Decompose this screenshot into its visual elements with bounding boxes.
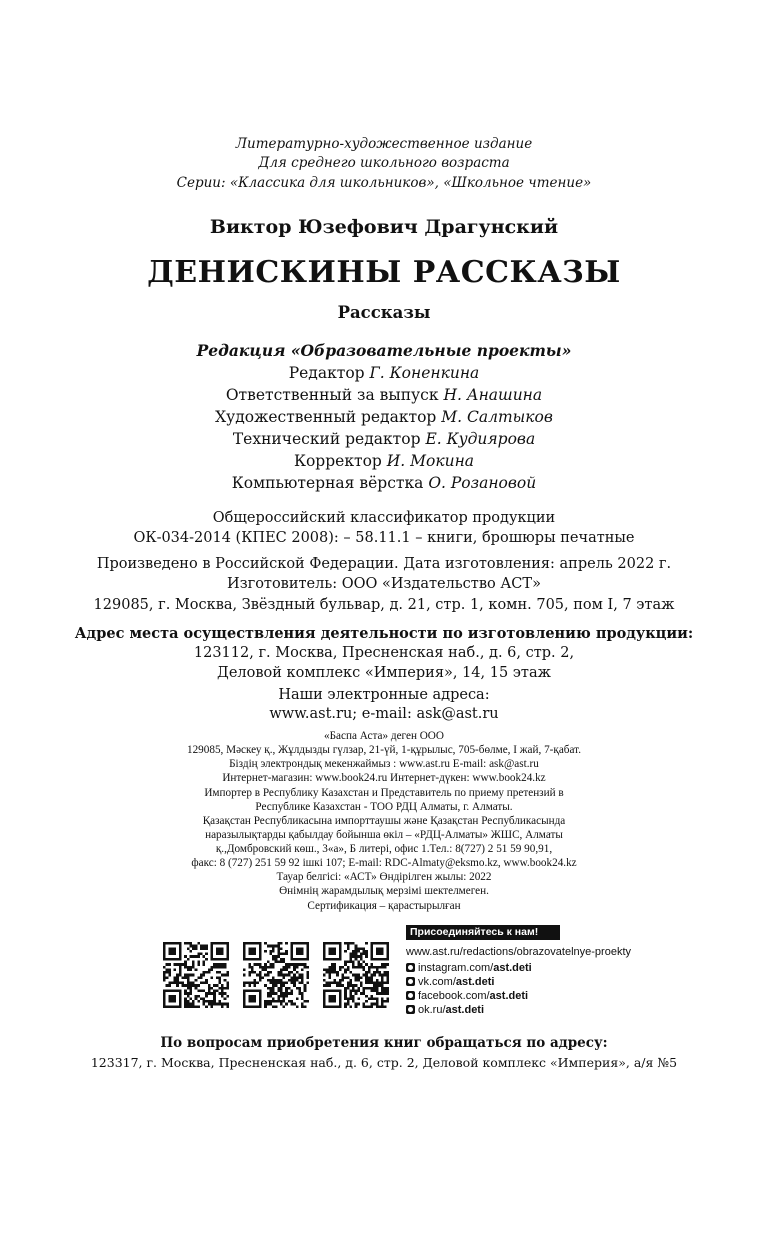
- staff-row: [0, 408, 768, 426]
- kz-line: «Баспа Аста» деген ООО: [324, 730, 444, 742]
- manufacturer: Изготовитель: ООО «Издательство АСТ»: [227, 576, 541, 592]
- instagram-icon: [406, 963, 415, 972]
- social-handle: ast.deti: [455, 976, 495, 988]
- social-link-vk[interactable]: [406, 976, 494, 988]
- book-title: ДЕНИСКИНЫ РАССКАЗЫ: [147, 255, 621, 290]
- social-prefix: instagram.com/: [418, 962, 494, 974]
- odnoklassniki-icon: [406, 1005, 415, 1014]
- staff-role: Редактор: [288, 364, 370, 382]
- age-group: Для среднего школьного возраста: [258, 155, 510, 171]
- staff-person: Н. Анашина: [443, 386, 543, 404]
- social-link-instagram[interactable]: [406, 962, 532, 974]
- staff-row: [0, 452, 768, 470]
- social-link-facebook[interactable]: [406, 990, 528, 1002]
- kz-line: Импортер в Республику Казахстан и Представитель по приему претензий в: [204, 787, 564, 799]
- social-prefix: vk.com/: [418, 976, 456, 988]
- join-us-banner: Присоединяйтесь к нам!: [406, 925, 560, 940]
- staff-person: Е. Кудиярова: [425, 430, 536, 448]
- kz-line: қ.,Домбровский көш., 3«а», Б литері, офис 1.Тел.: 8(727) 2 51 59 90,91,: [215, 843, 553, 855]
- series: Серии: «Классика для школьников», «Школьное чтение»: [176, 175, 592, 191]
- social-link-odnoklassniki[interactable]: [406, 1004, 484, 1016]
- staff-person: Г. Коненкина: [369, 364, 480, 382]
- social-prefix: facebook.com/: [418, 990, 490, 1002]
- staff-row: [0, 474, 768, 492]
- social-handle: ast.deti: [493, 962, 532, 974]
- production-site-heading: Адрес места осуществления деятельности по изготовлению продукции:: [74, 625, 694, 642]
- staff-role: Корректор: [293, 452, 387, 470]
- kz-line: факс: 8 (727) 251 59 92 ішкі 107; E-mail: RDC-Almaty@eksmo.kz, www.book24.kz: [191, 857, 577, 869]
- qr-code[interactable]: [243, 942, 309, 1008]
- electronic-heading: Наши электронные адреса:: [278, 687, 490, 703]
- vk-icon: [406, 977, 415, 986]
- production-site-line: 123112, г. Москва, Пресненская наб., д. 6, стр. 2,: [193, 645, 575, 661]
- qr-code[interactable]: [163, 942, 229, 1008]
- classifier-line: Общероссийский классификатор продукции: [212, 510, 556, 526]
- kz-line: Республике Казахстан - ТОО РДЦ Алматы, г. Алматы.: [255, 801, 513, 813]
- social-handle: ast.deti: [445, 1004, 485, 1016]
- kz-line: Сертификация – қарастырылған: [307, 900, 461, 912]
- classifier-code: ОК-034-2014 (КПЕС 2008): – 58.11.1 – книги, брошюры печатные: [133, 530, 635, 546]
- electronic-addresses: www.ast.ru; e-mail: ask@ast.ru: [269, 706, 499, 722]
- staff-role: Компьютерная вёрстка: [231, 474, 429, 492]
- qr-code-graphic: [243, 942, 309, 1008]
- kz-line: Қазақстан Республикасына импорттаушы және Қазақстан Республикасында: [202, 815, 566, 827]
- kz-line: наразылықтарды қабылдау бойынша өкіл – «РДЦ-Алматы» ЖШС, Алматы: [205, 829, 563, 841]
- purchase-heading: По вопросам приобретения книг обращаться по адресу:: [160, 1035, 608, 1051]
- kz-line: Өнімнің жарамдылық мерзімі шектелмеген.: [279, 885, 489, 897]
- social-handle: ast.deti: [489, 990, 529, 1002]
- edition-type: Литературно-художественное издание: [235, 136, 533, 152]
- author-name: Виктор Юзефович Драгунский: [209, 216, 559, 238]
- staff-person: М. Салтыков: [441, 408, 553, 426]
- qr-code[interactable]: [323, 942, 389, 1008]
- social-prefix: ok.ru/: [418, 1004, 446, 1016]
- production-date: Произведено в Российской Федерации. Дата изготовления: апрель 2022 г.: [96, 556, 672, 572]
- staff-role: Художественный редактор: [215, 408, 442, 426]
- genre: Рассказы: [337, 303, 431, 322]
- purchase-address: 123317, г. Москва, Пресненская наб., д. 6, стр. 2, Деловой комплекс «Империя», а/я №5: [90, 1055, 678, 1070]
- staff-role: Ответственный за выпуск: [225, 386, 444, 404]
- kz-line: Біздің электрондық мекенжаймыз : www.ast.ru E-mail: ask@ast.ru: [229, 758, 539, 770]
- kz-line: Тауар белгісі: «АСТ» Өндірілген жылы: 2022: [276, 871, 492, 883]
- production-site-line: Деловой комплекс «Империя», 14, 15 этаж: [217, 665, 551, 681]
- qr-code-graphic: [163, 942, 229, 1008]
- staff-person: И. Мокина: [386, 452, 475, 470]
- staff-role: Технический редактор: [232, 430, 426, 448]
- facebook-icon: [406, 991, 415, 1000]
- qr-code-graphic: [323, 942, 389, 1008]
- manufacturer-address: 129085, г. Москва, Звёздный бульвар, д. 21, стр. 1, комн. 705, пом I, 7 этаж: [93, 597, 675, 613]
- kz-line: 129085, Мәскеу қ., Жұлдызды гүлзар, 21-үй, 1-құрылыс, 705-бөлме, I жай, 7-қабат.: [186, 744, 581, 756]
- editorial-department: Редакция «Образовательные проекты»: [196, 341, 572, 360]
- staff-row: [0, 386, 768, 404]
- kz-line: Интернет-магазин: www.book24.ru Интернет-дүкен: www.book24.kz: [222, 772, 546, 784]
- staff-person: О. Розановой: [428, 474, 537, 492]
- staff-row: [0, 430, 768, 448]
- website-link[interactable]: www.ast.ru/redactions/obrazovatelnye-proekty: [406, 946, 631, 958]
- staff-row: [0, 364, 768, 382]
